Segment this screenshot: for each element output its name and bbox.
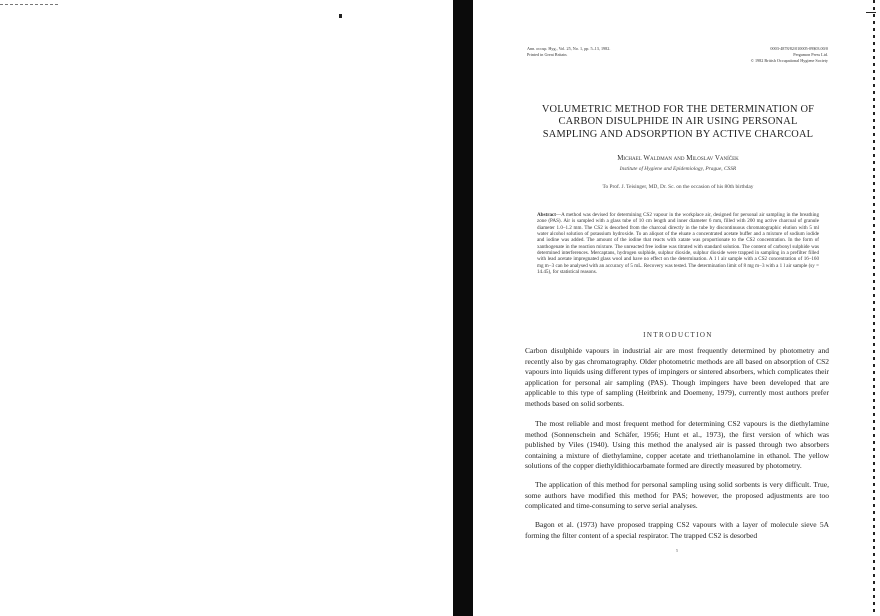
scan-speck (339, 14, 342, 18)
paragraph (525, 520, 829, 541)
section-heading: INTRODUCTION (643, 331, 713, 339)
paragraph-text: The most reliable and most frequent method for determining CS2 vapours is the diethylamine method (Sonnenschein and Schäfer, 1956; Hunt et al., 1973), the first version of which was published by Viles (1940). Using this method the analysed air is passed through two absorbers containing a mixture of diethylamine, copper acetate and triethanolamine in ethanol. The yellow solutions of the copper diethyldithiocarbamate formed are directly measured by photometry. (525, 419, 829, 471)
paper-title (520, 104, 836, 141)
issn-line: 0003-4878/82/010005-09$03.00/0 (770, 46, 828, 51)
page-number: 5 (676, 548, 678, 553)
printed-in-line: Printed in Great Britain. (527, 52, 568, 57)
paragraph-text: Carbon disulphide vapours in industrial air are most frequently determined by photometry and recently also by gas chromatography. Older photometric methods are all based on absorption of CS2 vapours into liquids using different types of impingers or sintered absorbers, which complicates their application for personal air sampling (PAS). Though impingers have been developed that are applicable to this type of sampling (Heitbrink and Doemeny, 1979), currently most authors prefer methods based on solid sorbents. (525, 346, 829, 408)
paragraph-text: The application of this method for personal sampling using solid sorbents is very difficult. True, some authors have modified this method for PAS; however, the proposed adjustments are too complicated and time-consuming to serve serial analyses. (525, 480, 829, 511)
abstract (537, 212, 819, 275)
journal-citation-line: Ann. occup. Hyg., Vol. 25, No. 1, pp. 5–13, 1982. (527, 46, 611, 51)
top-left-dash-line (0, 4, 58, 5)
paragraph (525, 419, 829, 472)
journal-citation (527, 46, 687, 58)
paragraph (525, 480, 829, 512)
abstract-text: —A method was devised for determining CS2 vapour in the workplace air, designed for personal air sampling in the breathing zone (PAS). Air is sampled with a glass tube of 10 cm length and inner diameter 6 mm, filled with 200 mg active charcoal of granule diameter 1.0–1.2 mm. The CS2 is desorbed from the charcoal directly in the tube by discontinuous chromatographic elution with 5 ml water alcohol solution of potassium hydroxide. To an aliquot of the eluate a concentrated acetate buffer and a mixture of sodium iodide and iodine was added. The amount of the iodine that reacts with xatate was proportionate to the CS2 concentration. In the form of xanthogenate in the reaction mixture. The unreacted free iodine was titrated with standard solution. The content of carbonyl sulphide was determined interferences. Mercaptans, hydrogen sulphide, sulphur dioxide, sulphur dioxide were trapped in sampling in a prefilter filled with lead acetate impregnated glass wool and have no effect on the determination. A 1 l air sample with a CS2 concentration of 16–160 mg m−3 can be analysed with an accuracy of 5 mL. Recovery was tested. The determination limit of 8 mg m−3 with a 1 l air sample (sy = 14.45), for statistical reasons. (537, 212, 819, 276)
right-edge-dashed-line (873, 0, 875, 616)
title-line: CARBON DISULPHIDE IN AIR USING PERSONAL (558, 116, 798, 128)
title-line: VOLUMETRIC METHOD FOR THE DETERMINATION OF (541, 104, 815, 115)
dedication: To Prof. J. Teisinger, MD, Dr. Sc. on the occasion of his 80th birthday (602, 184, 754, 190)
authors: Michael Waldman and Miloslav Vaníček (617, 154, 739, 162)
publisher-info (700, 46, 828, 64)
title-line: SAMPLING AND ADSORPTION BY ACTIVE CHARCOAL (542, 128, 814, 140)
copyright-line: © 1982 British Occupational Hygiene Society (750, 58, 828, 63)
abstract-label: Abstract (537, 212, 556, 218)
paragraph-text: Bagon et al. (1973) have proposed trapping CS2 vapours with a layer of molecule sieve 5A forming the filter content of a special respirator. The trapped CS2 is desorbed (525, 520, 829, 540)
institution: Institute of Hygiene and Epidemiology, Prague, CSSR (619, 166, 737, 172)
publisher-line: Pergamon Press Ltd. (793, 52, 828, 57)
paragraph (525, 346, 829, 410)
book-spine-shadow (453, 0, 473, 616)
